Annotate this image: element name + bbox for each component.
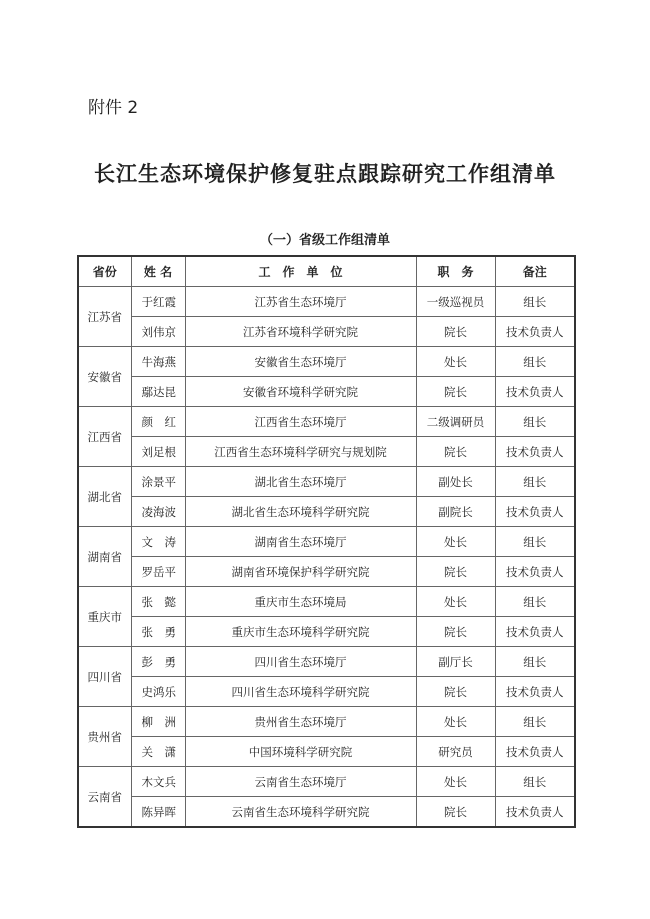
table-row (78, 587, 575, 617)
position-cell: 院长 (416, 617, 495, 647)
name-cell: 文 涛 (131, 527, 185, 557)
unit-cell: 安徽省环境科学研究院 (185, 377, 416, 407)
table-row (78, 737, 575, 767)
header-unit: 工 作 单 位 (185, 256, 416, 287)
unit-cell: 四川省生态环境科学研究院 (185, 677, 416, 707)
note-cell: 技术负责人 (495, 797, 575, 828)
province-cell: 湖南省 (78, 527, 131, 587)
document-title: 长江生态环境保护修复驻点跟踪研究工作组清单 (94, 162, 556, 186)
unit-cell: 江苏省生态环境厅 (185, 287, 416, 317)
position-cell: 处长 (416, 527, 495, 557)
province-cell: 贵州省 (78, 707, 131, 767)
unit-cell: 湖北省生态环境厅 (185, 467, 416, 497)
position-cell: 院长 (416, 677, 495, 707)
position-cell: 研究员 (416, 737, 495, 767)
table-row (78, 557, 575, 587)
table-row (78, 287, 575, 317)
table-row (78, 347, 575, 377)
position-cell: 院长 (416, 557, 495, 587)
table-row (78, 647, 575, 677)
table-row (78, 407, 575, 437)
section-subtitle: （一）省级工作组清单 (259, 233, 390, 248)
unit-cell: 中国环境科学研究院 (185, 737, 416, 767)
unit-cell: 重庆市生态环境科学研究院 (185, 617, 416, 647)
unit-cell: 江西省生态环境厅 (185, 407, 416, 437)
note-cell: 技术负责人 (495, 737, 575, 767)
position-cell: 处长 (416, 707, 495, 737)
note-cell: 组长 (495, 347, 575, 377)
position-cell: 处长 (416, 347, 495, 377)
table-row (78, 617, 575, 647)
note-cell: 组长 (495, 287, 575, 317)
header-name: 姓 名 (131, 256, 185, 287)
name-cell: 木文兵 (131, 767, 185, 797)
note-cell: 技术负责人 (495, 557, 575, 587)
note-cell: 技术负责人 (495, 377, 575, 407)
name-cell: 于红霞 (131, 287, 185, 317)
table-row (78, 677, 575, 707)
name-cell: 史鸿乐 (131, 677, 185, 707)
position-cell: 副厅长 (416, 647, 495, 677)
name-cell: 彭 勇 (131, 647, 185, 677)
name-cell: 罗岳平 (131, 557, 185, 587)
unit-cell: 安徽省生态环境厅 (185, 347, 416, 377)
province-cell: 四川省 (78, 647, 131, 707)
note-cell: 组长 (495, 647, 575, 677)
working-group-table (77, 255, 576, 828)
position-cell: 一级巡视员 (416, 287, 495, 317)
note-cell: 技术负责人 (495, 437, 575, 467)
unit-cell: 云南省生态环境科学研究院 (185, 797, 416, 828)
note-cell: 组长 (495, 527, 575, 557)
unit-cell: 四川省生态环境厅 (185, 647, 416, 677)
unit-cell: 江西省生态环境科学研究与规划院 (185, 437, 416, 467)
table-header-row (78, 256, 575, 287)
note-cell: 技术负责人 (495, 317, 575, 347)
province-cell: 云南省 (78, 767, 131, 828)
unit-cell: 贵州省生态环境厅 (185, 707, 416, 737)
note-cell: 组长 (495, 767, 575, 797)
position-cell: 处长 (416, 587, 495, 617)
note-cell: 组长 (495, 587, 575, 617)
name-cell: 牛海燕 (131, 347, 185, 377)
header-province: 省份 (78, 256, 131, 287)
attachment-label: 附件 2 (88, 98, 139, 118)
name-cell: 柳 洲 (131, 707, 185, 737)
province-cell: 江西省 (78, 407, 131, 467)
header-note: 备注 (495, 256, 575, 287)
name-cell: 涂景平 (131, 467, 185, 497)
position-cell: 副处长 (416, 467, 495, 497)
position-cell: 二级调研员 (416, 407, 495, 437)
table-row (78, 767, 575, 797)
name-cell: 张 勇 (131, 617, 185, 647)
unit-cell: 湖南省环境保护科学研究院 (185, 557, 416, 587)
table-row (78, 707, 575, 737)
name-cell: 凌海波 (131, 497, 185, 527)
table-row (78, 377, 575, 407)
province-cell: 江苏省 (78, 287, 131, 347)
position-cell: 处长 (416, 767, 495, 797)
province-cell: 重庆市 (78, 587, 131, 647)
province-cell: 安徽省 (78, 347, 131, 407)
name-cell: 刘足根 (131, 437, 185, 467)
name-cell: 关 潇 (131, 737, 185, 767)
position-cell: 院长 (416, 797, 495, 828)
unit-cell: 江苏省环境科学研究院 (185, 317, 416, 347)
name-cell: 颜 红 (131, 407, 185, 437)
position-cell: 院长 (416, 437, 495, 467)
position-cell: 院长 (416, 377, 495, 407)
table-row (78, 497, 575, 527)
province-cell: 湖北省 (78, 467, 131, 527)
unit-cell: 湖北省生态环境科学研究院 (185, 497, 416, 527)
table-row (78, 527, 575, 557)
unit-cell: 重庆市生态环境局 (185, 587, 416, 617)
table-row (78, 317, 575, 347)
position-cell: 院长 (416, 317, 495, 347)
note-cell: 技术负责人 (495, 617, 575, 647)
note-cell: 技术负责人 (495, 677, 575, 707)
name-cell: 鄢达昆 (131, 377, 185, 407)
name-cell: 刘伟京 (131, 317, 185, 347)
table-row (78, 467, 575, 497)
name-cell: 张 懿 (131, 587, 185, 617)
note-cell: 组长 (495, 467, 575, 497)
unit-cell: 云南省生态环境厅 (185, 767, 416, 797)
position-cell: 副院长 (416, 497, 495, 527)
note-cell: 组长 (495, 407, 575, 437)
unit-cell: 湖南省生态环境厅 (185, 527, 416, 557)
note-cell: 组长 (495, 707, 575, 737)
table-row (78, 797, 575, 828)
note-cell: 技术负责人 (495, 497, 575, 527)
header-position: 职 务 (416, 256, 495, 287)
name-cell: 陈异晖 (131, 797, 185, 828)
table-row (78, 437, 575, 467)
